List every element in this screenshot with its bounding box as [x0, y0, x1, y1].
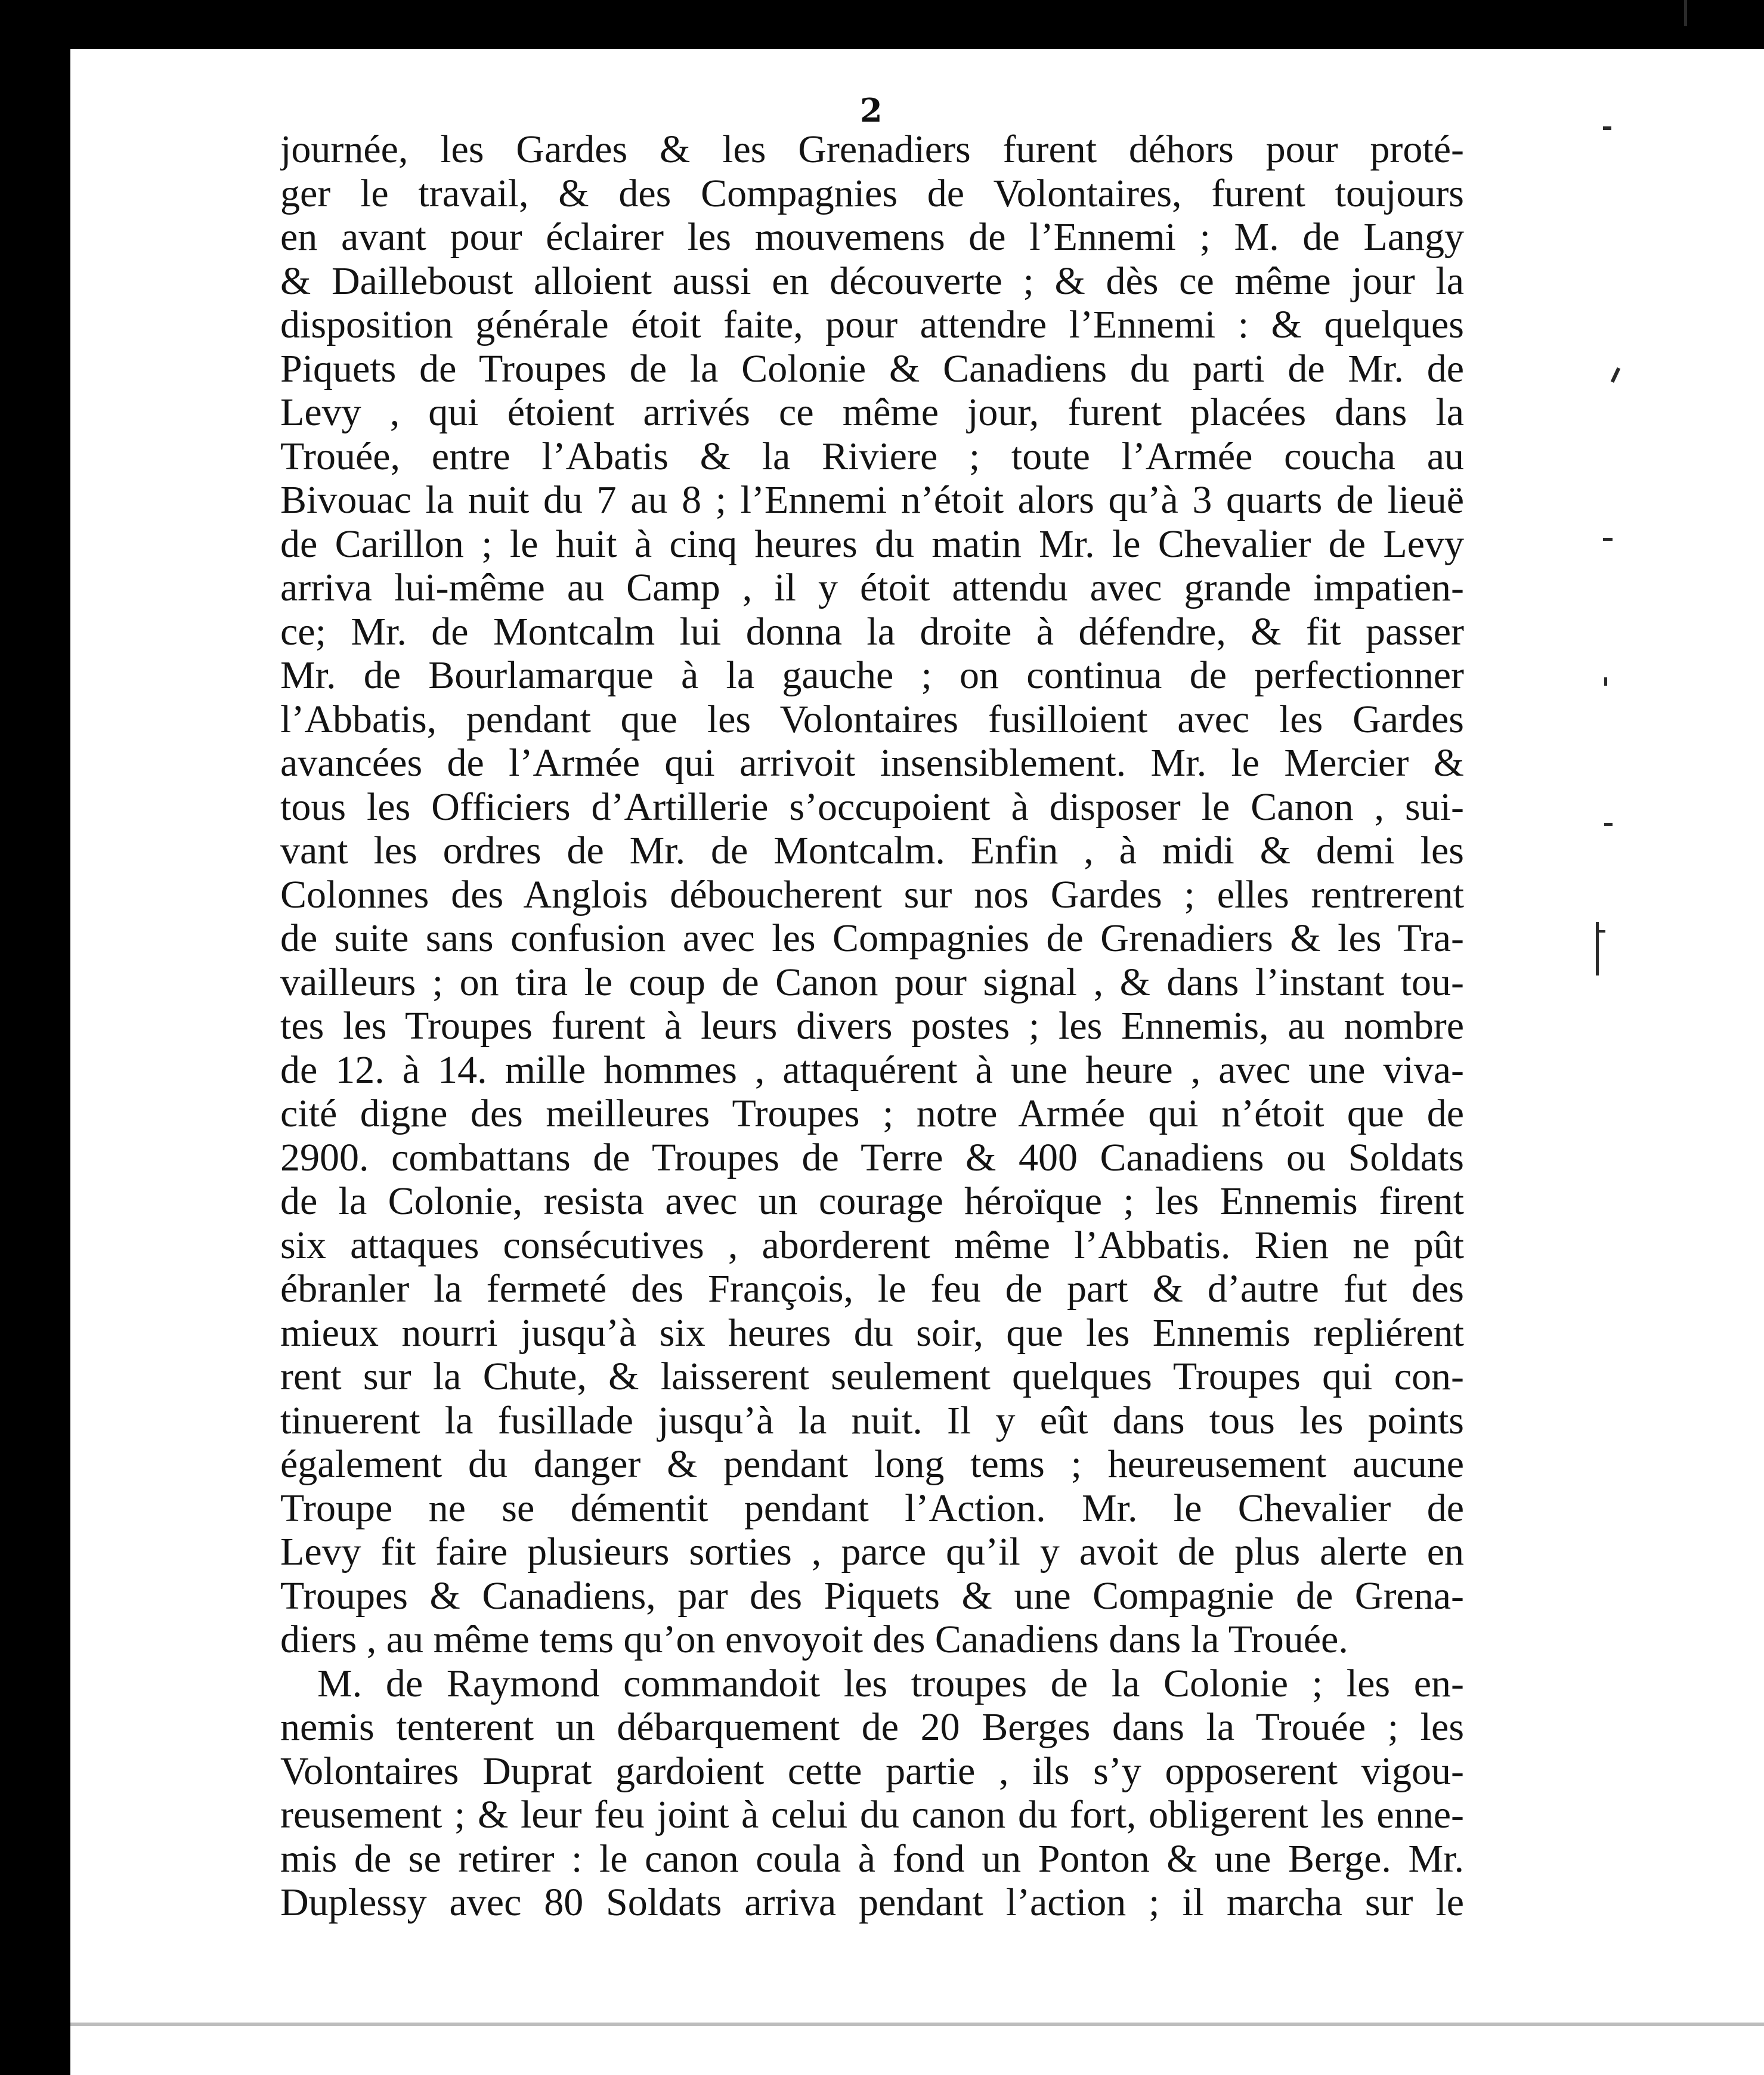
- margin-mark: [1604, 823, 1613, 826]
- text-line: Mr. de Bourlamarque à la gauche ; on continua de perfectionner: [280, 654, 1464, 697]
- text-line: de Carillon ; le huit à cinq heures du matin Mr. le Chevalier de Levy: [280, 522, 1464, 566]
- text-line: diers , au même tems qu’on envoyoit des Canadiens dans la Trouée.: [280, 1618, 1348, 1661]
- text-line: tes les Troupes furent à leurs divers postes ; les Ennemis, au nombre: [280, 1004, 1464, 1048]
- text-line: rent sur la Chute, & laisserent seulement quelques Troupes qui con-: [280, 1355, 1464, 1398]
- text-line: ébranler la fermeté des François, le feu de part & d’autre fut des: [280, 1267, 1464, 1311]
- text-line: de 12. à 14. mille hommes , attaquérent à une heure , avec une viva-: [280, 1048, 1464, 1092]
- text-line: en avant pour éclairer les mouvemens de l’Ennemi ; M. de Langy: [280, 215, 1464, 259]
- text-line: vant les ordres de Mr. de Montcalm. Enfin , à midi & demi les: [280, 829, 1464, 872]
- margin-mark: [1684, 0, 1687, 26]
- margin-mark: [1603, 538, 1613, 541]
- text-line: Levy , qui étoient arrivés ce même jour, furent placées dans la: [280, 391, 1464, 434]
- body-text: [280, 128, 1464, 1925]
- text-line: mieux nourri jusqu’à six heures du soir, que les Ennemis repliérent: [280, 1311, 1464, 1355]
- text-line: également du danger & pendant long tems ; heureusement aucune: [280, 1442, 1464, 1486]
- text-line: de la Colonie, resista avec un courage héroïque ; les Ennemis firent: [280, 1179, 1464, 1223]
- text-line: Volontaires Duprat gardoient cette partie , ils s’y opposerent vigou-: [280, 1749, 1464, 1793]
- page-bottom-edge: [70, 2023, 1764, 2026]
- text-line: tous les Officiers d’Artillerie s’occupoient à disposer le Canon , sui-: [280, 785, 1464, 829]
- text-line: & Dailleboust alloient aussi en découverte ; & dès ce même jour la: [280, 259, 1464, 303]
- text-line: 2900. combattans de Troupes de Terre & 400 Canadiens ou Soldats: [280, 1135, 1464, 1179]
- margin-mark: [1596, 930, 1605, 933]
- text-line: Levy fit faire plusieurs sorties , parce qu’il y avoit de plus alerte en: [280, 1530, 1464, 1574]
- text-line: reusement ; & leur feu joint à celui du canon du fort, obligerent les enne-: [280, 1793, 1464, 1836]
- page-number: 2: [860, 91, 883, 129]
- text-line: Piquets de Troupes de la Colonie & Canadiens du parti de Mr. de: [280, 346, 1464, 391]
- text-line: ce; Mr. de Montcalm lui donna la droite à défendre, & fit passer: [280, 609, 1464, 654]
- text-line: disposition générale étoit faite, pour attendre l’Ennemi : & quelques: [280, 303, 1464, 346]
- text-line: nemis tenterent un débarquement de 20 Berges dans la Trouée ; les: [280, 1705, 1464, 1749]
- text-line: mis de se retirer : le canon coula à fond un Ponton & une Berge. Mr.: [280, 1836, 1464, 1881]
- text-line: Troupes & Canadiens, par des Piquets & une Compagnie de Grena-: [280, 1574, 1464, 1618]
- text-line: Trouée, entre l’Abatis & la Riviere ; toute l’Armée coucha au: [280, 434, 1464, 478]
- text-line: Troupe ne se démentit pendant l’Action. Mr. le Chevalier de: [280, 1486, 1464, 1530]
- text-line: avancées de l’Armée qui arrivoit insensiblement. Mr. le Mercier &: [280, 741, 1464, 785]
- text-line: ger le travail, & des Compagnies de Volontaires, furent toujours: [280, 171, 1464, 215]
- text-line: de suite sans confusion avec les Compagnies de Grenadiers & les Tra-: [280, 916, 1464, 960]
- margin-mark: [1604, 677, 1607, 686]
- text-line: vailleurs ; on tira le coup de Canon pour signal , & dans l’instant tou-: [280, 960, 1464, 1004]
- text-line: cité digne des meilleures Troupes ; notre Armée qui n’étoit que de: [280, 1092, 1464, 1135]
- text-line: l’Abbatis, pendant que les Volontaires fusilloient avec les Gardes: [280, 697, 1464, 741]
- text-line: Bivouac la nuit du 7 au 8 ; l’Ennemi n’étoit alors qu’à 3 quarts de lieuë: [280, 478, 1464, 522]
- text-line: six attaques consécutives , aborderent même l’Abbatis. Rien ne pût: [280, 1223, 1464, 1267]
- text-line: journée, les Gardes & les Grenadiers furent déhors pour proté-: [280, 128, 1464, 171]
- margin-mark: [1603, 126, 1611, 130]
- text-line: Colonnes des Anglois déboucherent sur nos Gardes ; elles rentrerent: [280, 872, 1464, 916]
- text-line: tinuerent la fusillade jusqu’à la nuit. Il y eût dans tous les points: [280, 1398, 1464, 1442]
- text-line: M. de Raymond commandoit les troupes de la Colonie ; les en-: [317, 1661, 1464, 1705]
- text-line: Duplessy avec 80 Soldats arriva pendant l’action ; il marcha sur le: [280, 1881, 1464, 1924]
- text-line: arriva lui-même au Camp , il y étoit attendu avec grande impatien-: [280, 566, 1464, 609]
